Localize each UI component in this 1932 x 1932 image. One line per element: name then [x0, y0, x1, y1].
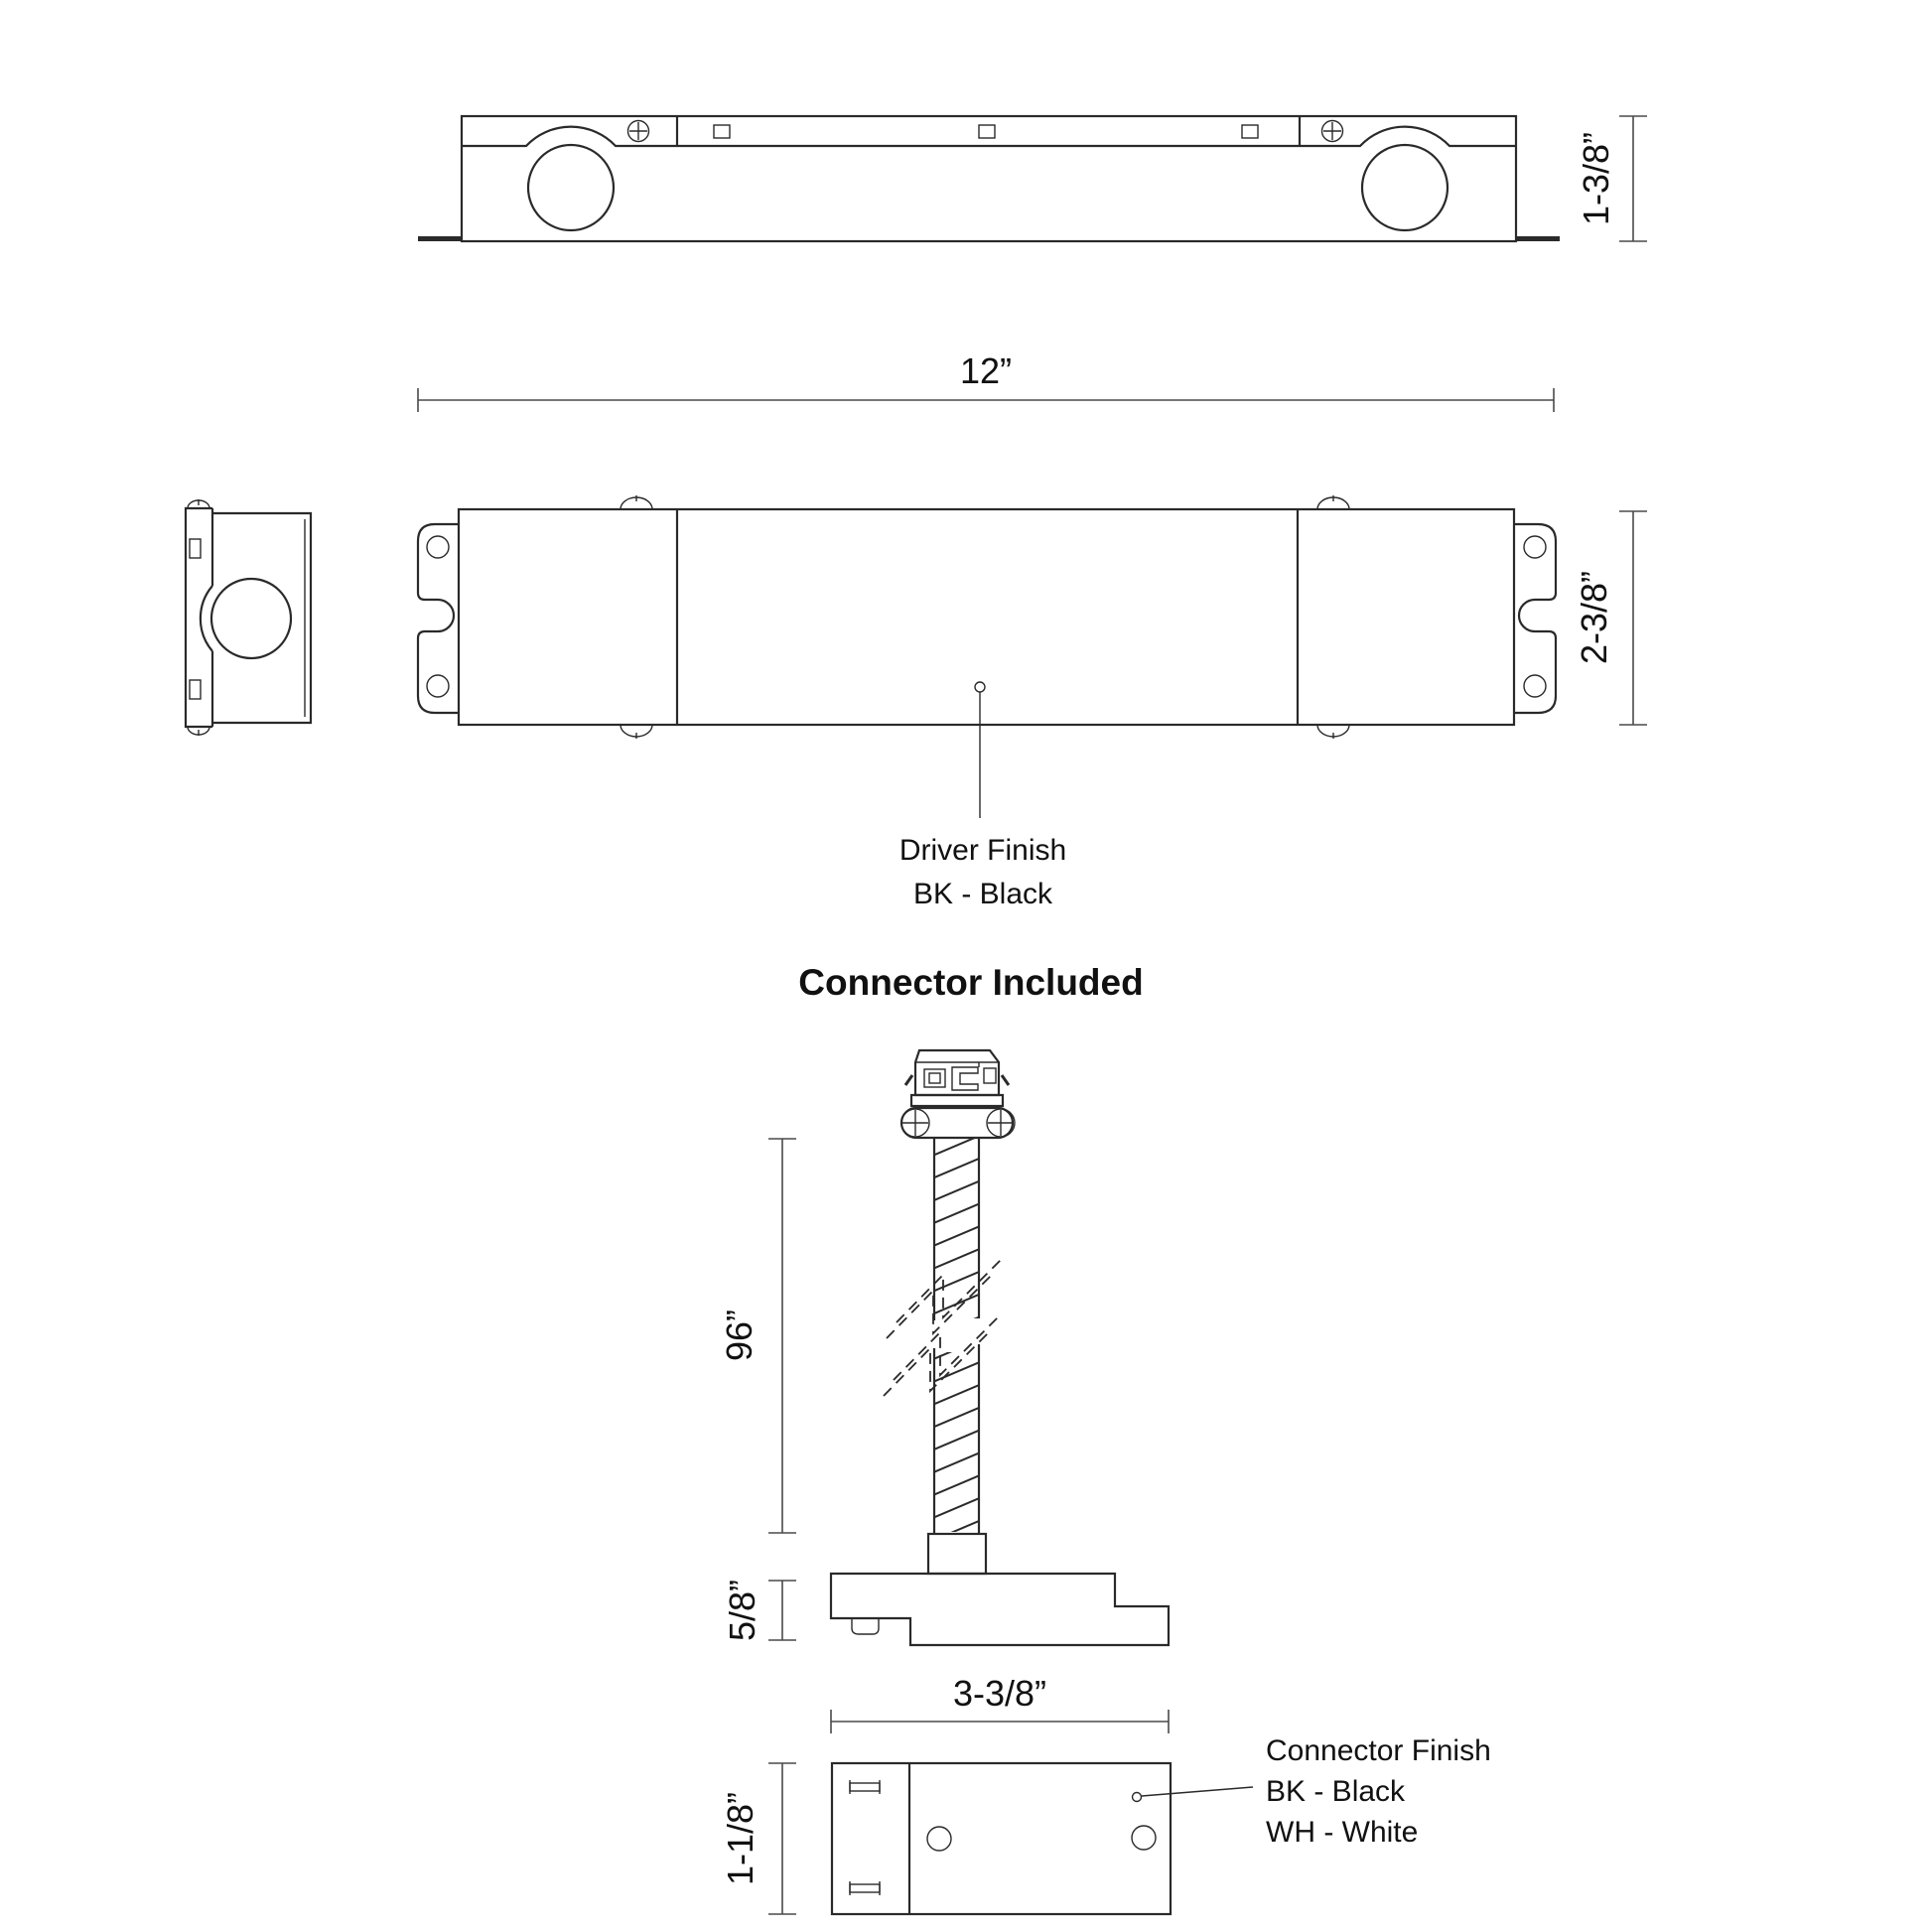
- connector-plug: [901, 1050, 1015, 1138]
- screw-icon: [1317, 495, 1349, 509]
- slot: [190, 680, 201, 699]
- dim-label-cable-length: 96”: [719, 1309, 759, 1362]
- screw-icon: [901, 1109, 929, 1137]
- connector-base-side-view: [831, 1534, 1169, 1645]
- screw-icon: [621, 495, 652, 509]
- connector-base-plan-view: [832, 1763, 1253, 1914]
- driver-finish-label-line2: BK - Black: [912, 878, 1053, 910]
- knockout-hole-left: [528, 145, 614, 230]
- leader-line: [1142, 1787, 1253, 1796]
- plug-wing-right: [1002, 1075, 1009, 1085]
- hole: [927, 1827, 951, 1851]
- driver-finish-label-line1: Driver Finish: [898, 834, 1067, 867]
- driver-end-view: [186, 499, 311, 736]
- connector-finish-label-line1: Connector Finish: [1266, 1734, 1491, 1767]
- screw-icon: [987, 1109, 1015, 1137]
- strain-relief-block: [928, 1534, 986, 1574]
- plug-neck: [911, 1095, 1003, 1106]
- slot: [1242, 125, 1258, 138]
- driver-front-view: [418, 495, 1647, 910]
- hole: [1132, 1826, 1156, 1850]
- dimension-cable-length: [719, 1139, 796, 1533]
- dimension-overall-length: [418, 350, 1554, 412]
- mounting-tab-right: [1514, 524, 1556, 713]
- dimension-base-length: [831, 1673, 1169, 1733]
- track-adapter-tab: [852, 1618, 879, 1634]
- connector-cable: [884, 1138, 1003, 1534]
- track-adapter-profile: [831, 1574, 1169, 1645]
- leader-dot: [975, 682, 985, 692]
- connector-finish-label-line2: BK - Black: [1266, 1775, 1406, 1808]
- slot: [979, 125, 995, 138]
- connector-included-heading: Connector Included: [798, 962, 1144, 1003]
- dim-label-base-length: 3-3/8”: [952, 1673, 1047, 1714]
- dimension-front-height: [1574, 511, 1647, 725]
- plug-wing-left: [905, 1075, 912, 1085]
- driver-side-strip-line: [462, 127, 1516, 146]
- driver-finish-callout: [899, 682, 1066, 910]
- driver-side-view: [418, 116, 1647, 241]
- screw-icon: [1322, 121, 1343, 142]
- dimension-side-height: [1576, 116, 1647, 241]
- dim-label-base-height: 5/8”: [722, 1579, 762, 1642]
- dim-label-overall-length: 12”: [959, 350, 1013, 391]
- screw-icon: [621, 725, 652, 739]
- dim-label-base-width: 1-1/8”: [720, 1791, 760, 1886]
- screw-icon: [188, 727, 209, 736]
- plug-body: [915, 1050, 999, 1095]
- connector-section: [719, 962, 1491, 1914]
- mounting-tab-left: [418, 524, 459, 713]
- connector-base-outline: [832, 1763, 1171, 1914]
- leader-dot: [1133, 1793, 1142, 1802]
- mounting-hole: [427, 675, 449, 697]
- dimension-base-width: [720, 1763, 796, 1914]
- mounting-hole: [1524, 536, 1546, 558]
- plug-port: [984, 1068, 996, 1083]
- screw-icon: [1317, 725, 1349, 739]
- dim-label-front-height: 2-3/8”: [1574, 570, 1614, 665]
- contact-slot: [850, 1881, 880, 1895]
- slot: [190, 539, 201, 558]
- end-view-knockout-hole: [211, 579, 291, 658]
- mounting-hole: [427, 536, 449, 558]
- connector-finish-label-line3: WH - White: [1266, 1816, 1419, 1849]
- dim-label-side-height: 1-3/8”: [1576, 131, 1616, 226]
- slot: [714, 125, 730, 138]
- contact-slot: [850, 1780, 880, 1794]
- connector-finish-callout: [1266, 1734, 1491, 1849]
- driver-front-outline: [459, 509, 1514, 725]
- plug-port-pin: [929, 1073, 940, 1083]
- plug-key-slot: [952, 1067, 978, 1090]
- end-view-body: [212, 513, 311, 723]
- dimension-base-height: [722, 1580, 796, 1641]
- screw-icon: [628, 121, 649, 142]
- plug-port: [924, 1069, 945, 1087]
- screw-icon: [188, 499, 209, 508]
- knockout-hole-right: [1362, 145, 1448, 230]
- driver-side-outline: [462, 116, 1516, 241]
- mounting-hole: [1524, 675, 1546, 697]
